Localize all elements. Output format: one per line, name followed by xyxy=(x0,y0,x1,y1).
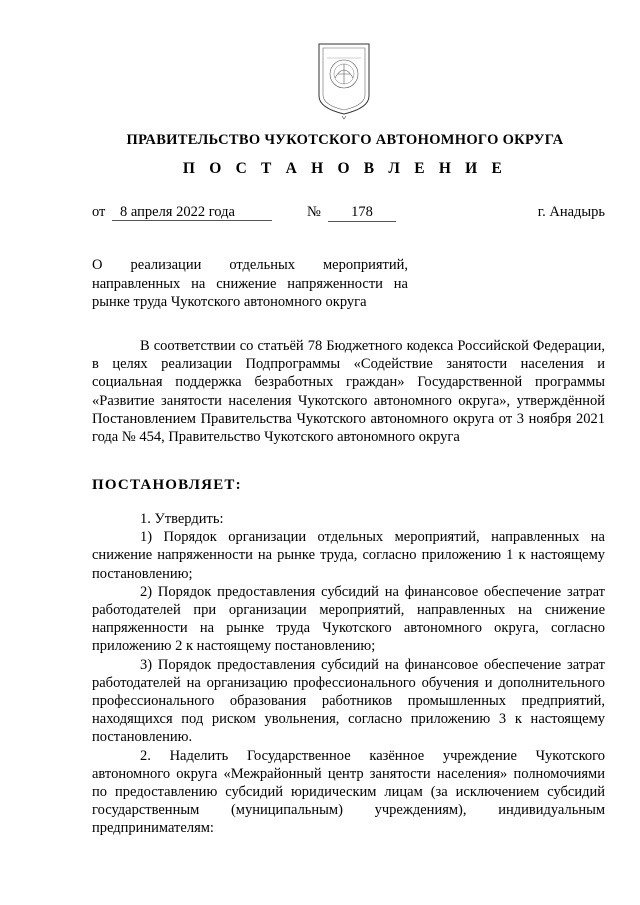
clause-1-2: 2) Порядок предоставления субсидий на финансовое обеспечение затрат работодателей при организации мероприятий, направленных на снижение напряженности на рынке труда Чукотского автономного округа, согласно приложению 2 к настоящему постановлению; xyxy=(92,583,605,655)
document-subject: О реализации отдельных мероприятий, направленных на снижение напряженности на рынке труда Чукотского автономного округа xyxy=(92,257,408,310)
clause-1-1: 1) Порядок организации отдельных мероприятий, направленных на снижение напряженности на рынке труда, согласно приложению 1 к настоящему постановлению; xyxy=(92,529,605,582)
resolves-heading: ПОСТАНОВЛЯЕТ: xyxy=(92,477,242,493)
document-date: 8 апреля 2022 года xyxy=(112,204,272,221)
dateline xyxy=(92,204,605,224)
government-title: ПРАВИТЕЛЬСТВО ЧУКОТСКОГО АВТОНОМНОГО ОКРУГА xyxy=(126,132,564,148)
document-type-title: П О С Т А Н О В Л Е Н И Е xyxy=(182,160,508,177)
document-number: 178 xyxy=(328,204,396,222)
city-name: г. Анадырь xyxy=(537,204,605,220)
date-from-label: от xyxy=(92,204,106,220)
coat-of-arms-emblem xyxy=(313,38,375,120)
clause-1-3: 3) Порядок предоставления субсидий на финансовое обеспечение затрат работодателей на организацию профессионального обучения и дополнительного профессионального образования работников промышленных предприятий, находящихся под риском увольнения, согласно приложению 3 к настоящему постановлению. xyxy=(92,656,605,746)
clause-1: 1. Утвердить: xyxy=(140,511,224,527)
document-body xyxy=(92,510,605,838)
clause-2: 2. Наделить Государственное казённое учреждение Чукотского автономного округа «Межрайонный центр занятости населения» полномочиями по предоставлению субсидий юридическим лицам (за исключением субсидий государственным (муниципальным) учреждениям), индивидуальным предпринимателям: xyxy=(92,747,605,837)
number-label: № xyxy=(307,204,321,220)
preamble-paragraph: В соответствии со статьёй 78 Бюджетного кодекса Российской Федерации, в целях реализации Подпрограммы «Содействие занятости населения и социальная поддержка безработных граждан» Государственной программы «Развитие занятости населения Чукотского автономного округа», утверждённой Постановлением Правительства Чукотского автономного округа от 3 ноября 2021 года № 454, Правительство Чукотского автономного округа xyxy=(92,338,605,446)
